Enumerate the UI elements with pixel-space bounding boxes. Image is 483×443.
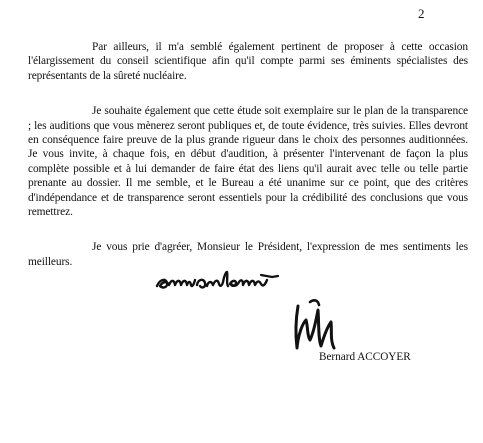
letter-body	[28, 40, 468, 269]
handwritten-closing	[154, 268, 284, 294]
paragraph-transparency: Je souhaite également que cette étude soit exemplaire sur le plan de la transparence ; les auditions que vous mènerez seront publiques et, de toute évidence, très suivies. Elles devront en conséquence faire preuve de la plus grande rigueur dans le choix des personnes auditionnées. Je vous invite, à chaque fois, en début d'audition, à présenter l'intervenant de façon la plus complète possible et à lui demander de faire état des liens qu'il aurait avec telle ou telle partie prenante au dossier. Il me semble, et le Bureau a été unanime sur ce point, que des critères d'indépendance et de transparence seront essentiels pour la crédibilité des conclusions que vous remettrez.	[28, 105, 468, 219]
signatory-name: Bernard ACCOYER	[319, 351, 411, 363]
paragraph-closing-formula: Je vous prie d'agréer, Monsieur le Président, l'expression de mes sentiments les meilleurs.	[28, 241, 468, 268]
handwritten-signature	[288, 296, 348, 358]
page-number: 2	[418, 6, 425, 21]
paragraph-scientific-council: Par ailleurs, il m'a semblé également pertinent de proposer à cette occasion l'élargissement du conseil scientifique afin qu'il compte parmi ses éminents spécialistes des représentants de la sûreté nucléaire.	[28, 41, 468, 82]
